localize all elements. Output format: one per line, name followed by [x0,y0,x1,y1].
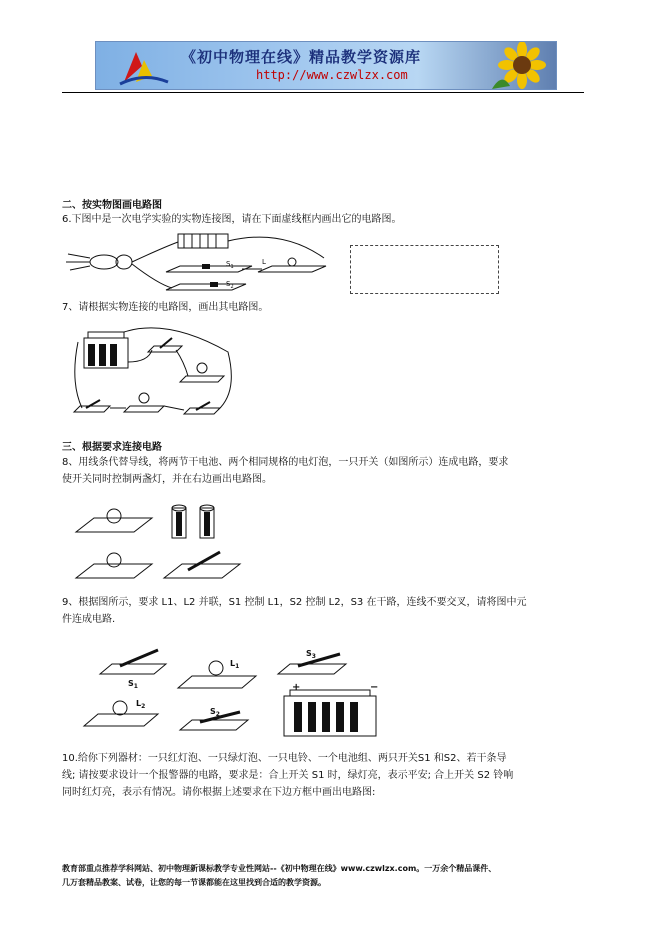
switch-icon [184,402,220,414]
section3-heading: 三、根据要求连接电路 [62,442,162,453]
header-rule [62,92,584,93]
q8-components-figure [72,496,247,586]
q7-circuit-figure [68,322,238,422]
footer-line2: 几万套精品教案、试卷，让您的每一节课都能在这里找到合适的教学资源。 [62,878,326,887]
question-6-text: 6.下图中是一次电学实验的实物连接图，请在下面虚线框内画出它的电路图。 [62,214,402,225]
question-9-line2: 件连成电路. [62,614,116,625]
switch-icon [148,338,182,352]
footer-line1: 教育部重点推荐学科网站、初中物理新课标教学专业性网站--《初中物理在线》www.czwlzx.com。一万余个精品课件、 [62,864,497,873]
lamp-icon [258,258,326,272]
q9-plus-label: + [292,682,301,693]
q9-components-figure [80,644,400,740]
battery-icon [178,234,228,248]
question-9-line1: 9、根据图所示，要求 L1、L2 并联，S1 控制 L1，S2 控制 L2，S3 在干路，连线不要交叉，请将图中元 [62,597,527,608]
banner-url[interactable]: http://www.czwlzx.com [256,68,408,82]
question-8-line1: 8、用线条代替导线，将两节干电池、两个相同规格的电灯泡，一只开关（如图所示）连成电路，要求 [62,457,509,468]
banner-title: 《初中物理在线》精品教学资源库 [181,48,422,66]
lamp-icon [84,701,158,726]
question-7-text: 7、请根据实物连接的电路图，画出其电路图。 [62,302,269,313]
q9-s1-label: $S_1$ [128,679,138,690]
lamp-icon [76,553,152,578]
section2-heading: 二、按实物图画电路图 [62,200,162,211]
switch-icon [100,650,166,674]
q9-l2-label: $L_2$ [136,699,146,710]
bell-icon [66,254,132,270]
q9-s2-label: $S_2$ [210,707,220,718]
question-10-line2: 线; 请按要求设计一个报警器的电路，要求是：合上开关 S1 时，绿灯亮，表示平安; 合上开关 S2 铃响 [62,770,514,781]
switch-board-icon [166,264,252,290]
lamp-icon [124,393,164,412]
question-10-line1: 10.给你下列器材：一只红灯泡、一只绿灯泡、一只电铃、一个电池组、两只开关S1 和S2、若干条导 [62,753,507,764]
q6-l-label: L [262,258,266,266]
question-10-line3: 同时红灯亮，表示有情况。请你根据上述要求在下边方框中画出电路图: [62,787,376,798]
battery-icon [172,505,186,538]
lamp-icon [178,661,256,688]
q9-minus-label: − [370,682,379,693]
sunflower-icon [488,42,556,89]
q6-circuit-figure [62,228,342,294]
header-banner [95,41,557,90]
switch-icon [164,552,240,578]
q6-answer-box[interactable] [350,245,499,294]
battery-icon [284,690,376,736]
lamp-icon [76,509,152,532]
q6-s1-label: $S_1$ [226,260,234,270]
q6-s2-label: $S_2$ [226,280,234,290]
logo-icon [114,46,172,86]
question-8-line2: 使开关同时控制两盏灯，并在右边画出电路图。 [62,474,272,485]
q9-l1-label: $L_1$ [230,659,240,670]
battery-icon [84,332,128,368]
q9-s3-label: $S_3$ [306,649,316,660]
battery-icon [200,505,214,538]
